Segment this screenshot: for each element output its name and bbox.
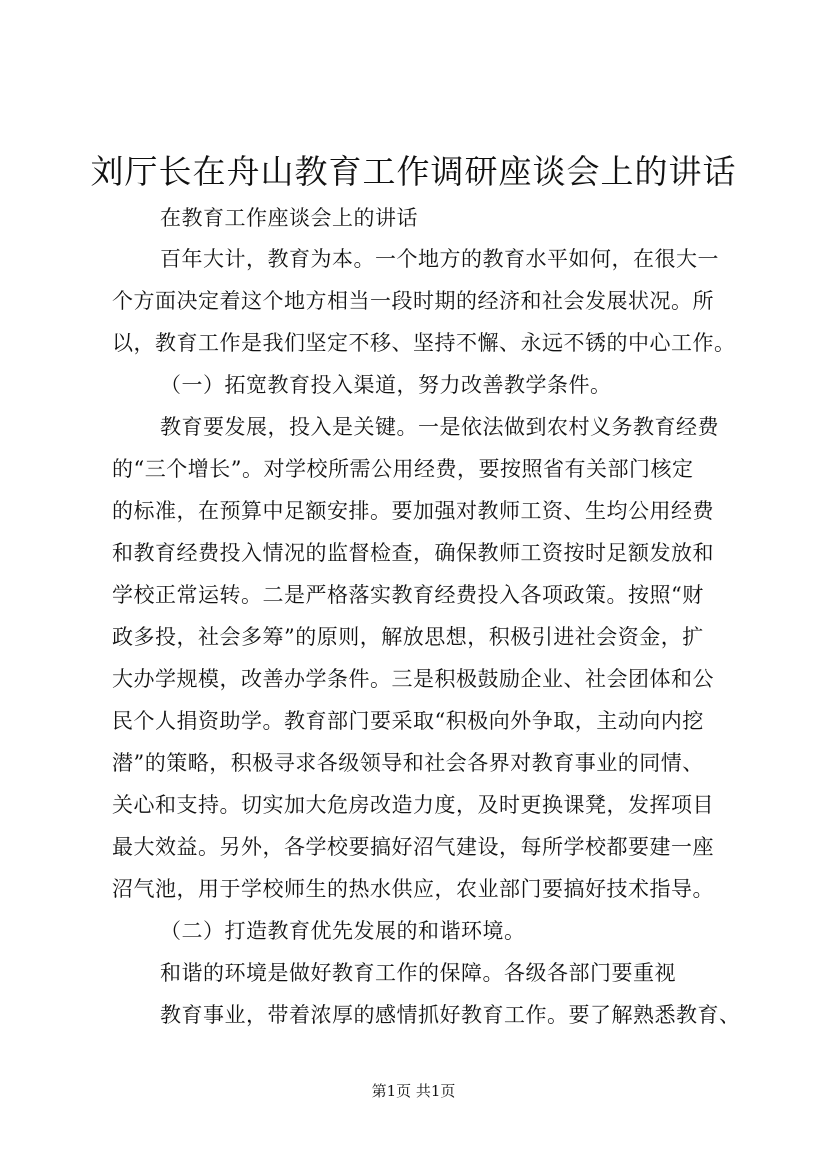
body-line: 关心和支持。切实加大危房改造力度，及时更换课凳，发挥项目 (112, 793, 714, 817)
body-line: 潜”的策略，积极寻求各级领导和社会各界对教育事业的同情、 (112, 751, 704, 775)
body-line: 和谐的环境是做好教育工作的保障。各级各部门要重视 (160, 961, 676, 985)
body-line: 和教育经费投入情况的监督检查，确保教师工资按时足额发放和 (112, 541, 714, 565)
section-heading: （二）打造教育优先发展的和谐环境。 (160, 919, 526, 943)
page-footer: 第1页 共1页 (371, 1082, 456, 1100)
body-line: 的标准，在预算中足额安排。要加强对教师工资、生均公用经费 (112, 499, 714, 523)
body-line: 个方面决定着这个地方相当一段时期的经济和社会发展状况。所 (112, 289, 714, 313)
body-line: 的“三个增长”。对学校所需公用经费，要按照省有关部门核定 (112, 457, 694, 481)
body-line: 大办学规模，改善办学条件。三是积极鼓励企业、社会团体和公 (112, 667, 714, 691)
body-line: 以，教育工作是我们坚定不移、坚持不懈、永远不锈的中心工作。 (112, 331, 736, 355)
body-line: 学校正常运转。二是严格落实教育经费投入各项政策。按照“财 (112, 583, 704, 607)
body-line: 民个人捐资助学。教育部门要采取“积极向外争取，主动向内挖 (112, 709, 704, 733)
body-line: 最大效益。另外，各学校要搞好沼气建设，每所学校都要建一座 (112, 835, 714, 859)
body-line: 百年大计，教育为本。一个地方的教育水平如何，在很大一 (160, 247, 719, 271)
section-heading: （一）拓宽教育投入渠道，努力改善教学条件。 (160, 373, 612, 397)
body-line: 沼气池，用于学校师生的热水供应，农业部门要搞好技术指导。 (112, 877, 714, 901)
body-line: 政多投，社会多筹”的原则，解放思想，积极引进社会资金，扩 (112, 625, 704, 649)
body-line: 教育要发展，投入是关键。一是依法做到农村义务教育经费 (160, 415, 719, 439)
body-line: 教育事业，带着浓厚的感情抓好教育工作。要了解熟悉教育、 (160, 1003, 741, 1027)
subtitle-line: 在教育工作座谈会上的讲话 (160, 206, 418, 230)
document-title: 刘厅长在舟山教育工作调研座谈会上的讲话 (90, 152, 737, 191)
